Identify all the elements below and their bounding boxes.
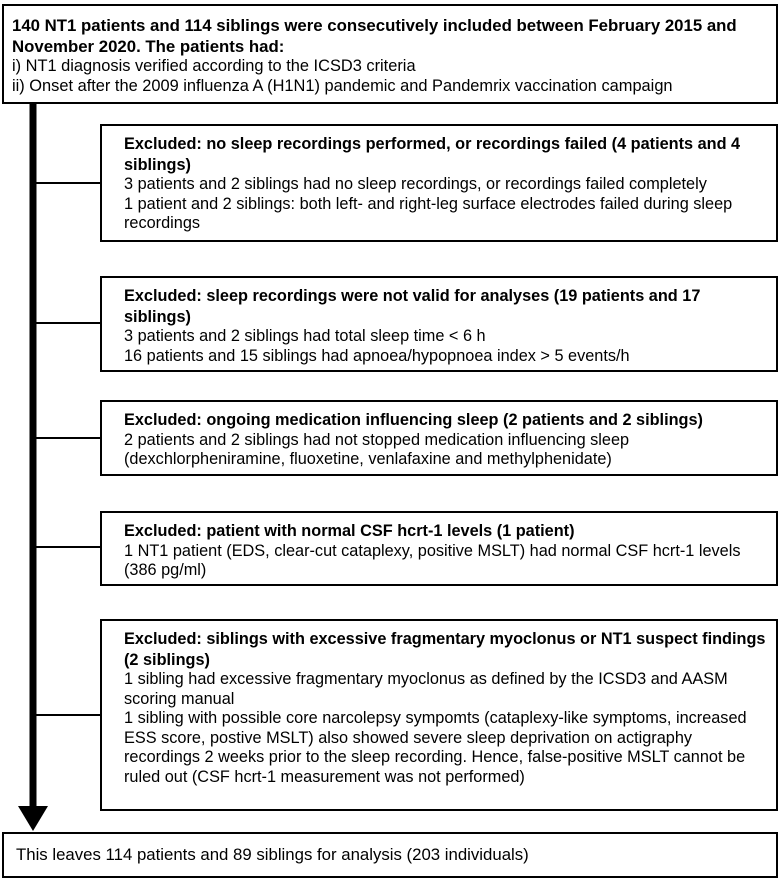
exclusion-heading: Excluded: ongoing medication influencing sleep (2 patients and 2 siblings) bbox=[124, 411, 703, 429]
final-cohort-text: This leaves 114 patients and 89 siblings for analysis (203 individuals) bbox=[16, 845, 529, 864]
exclusion-box-invalid-recordings bbox=[100, 276, 778, 372]
inclusion-criterion-2: ii) Onset after the 2009 influenza A (H1N1) pandemic and Pandemrix vaccination campaign bbox=[12, 76, 673, 95]
exclusion-box-medication bbox=[100, 400, 778, 476]
exclusion-box-no-recordings bbox=[100, 124, 778, 242]
exclusion-detail: 3 patients and 2 siblings had no sleep recordings, or recordings failed completely bbox=[124, 175, 707, 193]
exclusion-box-siblings-myoclonus bbox=[100, 619, 778, 811]
exclusion-detail: 16 patients and 15 siblings had apnoea/hypopnoea index > 5 events/h bbox=[124, 346, 630, 365]
exclusion-detail: 1 NT1 patient (EDS, clear-cut cataplexy, positive MSLT) had normal CSF hcrt-1 levels (386 pg/ml) bbox=[124, 541, 741, 579]
exclusion-heading: Excluded: sleep recordings were not valid for analyses (19 patients and 17 siblings) bbox=[124, 287, 701, 326]
inclusion-box bbox=[2, 4, 778, 104]
exclusion-detail: 1 sibling had excessive fragmentary myoclonus as defined by the ICSD3 and AASM scoring manual bbox=[124, 670, 728, 708]
inclusion-heading: 140 NT1 patients and 114 siblings were consecutively included between February 2015 and November 2020. The patients had: bbox=[12, 16, 737, 56]
exclusion-heading: Excluded: no sleep recordings performed, or recordings failed (4 patients and 4 siblings) bbox=[124, 135, 741, 174]
exclusion-detail: 2 patients and 2 siblings had not stopped medication influencing sleep (dexchlorpheniramine, fluoxetine, venlafaxine and methylphenidate) bbox=[124, 430, 630, 468]
exclusion-heading: Excluded: siblings with excessive fragmentary myoclonus or NT1 suspect findings (2 siblings) bbox=[124, 630, 766, 669]
main-flow-arrowhead bbox=[18, 806, 48, 831]
exclusion-detail: 1 patient and 2 siblings: both left- and right-leg surface electrodes failed during sleep recordings bbox=[124, 194, 733, 232]
exclusion-detail: 3 patients and 2 siblings had total sleep time < 6 h bbox=[124, 327, 486, 345]
inclusion-criterion-1: i) NT1 diagnosis verified according to the ICSD3 criteria bbox=[12, 57, 416, 75]
exclusion-detail: 1 sibling with possible core narcolepsy sympomts (cataplexy-like symptoms, increased ESS score, postive MSLT) also showed severe sleep deprivation on actigraphy recordings 2 weeks prior to the sleep recording. Hence, false-positive MSLT cannot be ruled out (CSF hcrt-1 measurement was not performed) bbox=[124, 709, 747, 786]
exclusion-heading: Excluded: patient with normal CSF hcrt-1 levels (1 patient) bbox=[124, 522, 575, 540]
exclusion-box-normal-csf bbox=[100, 511, 778, 586]
final-cohort-box bbox=[2, 832, 778, 878]
